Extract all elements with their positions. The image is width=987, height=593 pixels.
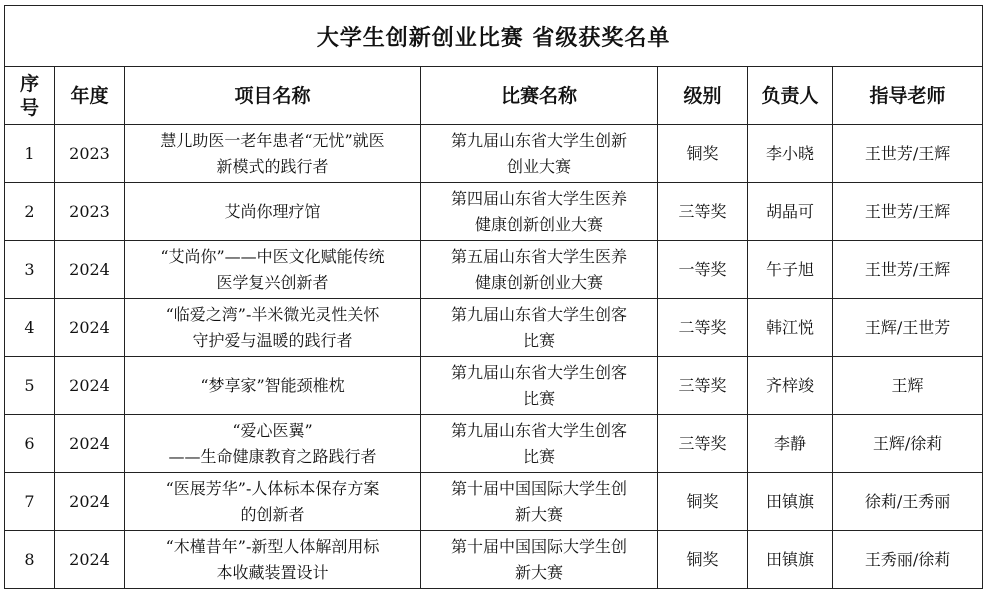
award-table	[4, 5, 983, 589]
table-row	[5, 183, 983, 241]
cell-leader: 李小晓	[748, 125, 833, 183]
cell-project	[125, 241, 421, 299]
cell-project-line: 医学复兴创新者	[216, 272, 329, 292]
cell-project-line: 本收藏装置设计	[216, 562, 329, 582]
cell-level: 三等奖	[658, 357, 748, 415]
cell-competition	[421, 473, 658, 531]
table-title: 大学生创新创业比赛 省级获奖名单	[5, 6, 983, 67]
cell-competition	[421, 415, 658, 473]
cell-project-line: “医展芳华”-人体标本保存方案	[165, 478, 380, 498]
cell-leader: 午子旭	[748, 241, 833, 299]
header-year: 年度	[55, 67, 125, 125]
cell-project	[125, 531, 421, 589]
cell-seq: 3	[5, 241, 55, 299]
cell-seq: 4	[5, 299, 55, 357]
cell-competition-line: 比赛	[522, 388, 555, 408]
cell-competition-line: 健康创新创业大赛	[474, 214, 603, 234]
cell-year: 2024	[55, 473, 125, 531]
cell-project-line: “临爱之湾”-半米微光灵性关怀	[165, 304, 380, 324]
cell-level: 三等奖	[658, 183, 748, 241]
cell-competition-line: 比赛	[522, 330, 555, 350]
table-row	[5, 415, 983, 473]
cell-project-line: “木槿昔年”-新型人体解剖用标	[165, 536, 380, 556]
cell-competition-line: 新大赛	[514, 562, 563, 582]
cell-year: 2024	[55, 299, 125, 357]
cell-project-line: “梦享家”智能颈椎枕	[200, 375, 345, 395]
cell-seq: 1	[5, 125, 55, 183]
cell-project-line: ——生命健康教育之路践行者	[168, 446, 377, 466]
table-row	[5, 357, 983, 415]
cell-project	[125, 473, 421, 531]
cell-competition-line: 第九届山东省大学生创新	[450, 130, 627, 150]
cell-leader: 田镇旗	[748, 531, 833, 589]
cell-year: 2023	[55, 183, 125, 241]
cell-project	[125, 125, 421, 183]
cell-advisor: 王秀丽/徐莉	[833, 531, 983, 589]
cell-competition	[421, 299, 658, 357]
cell-competition	[421, 531, 658, 589]
title-row	[5, 6, 983, 67]
cell-advisor: 王辉/徐莉	[833, 415, 983, 473]
cell-advisor: 王辉/王世芳	[833, 299, 983, 357]
table-row	[5, 299, 983, 357]
cell-project-line: 艾尚你理疗馆	[224, 201, 321, 221]
cell-competition-line: 第九届山东省大学生创客	[450, 304, 627, 324]
table-row	[5, 531, 983, 589]
cell-competition	[421, 183, 658, 241]
cell-project-line: 新模式的践行者	[216, 156, 329, 176]
header-seq	[5, 67, 55, 125]
cell-project	[125, 357, 421, 415]
cell-competition-line: 第十届中国国际大学生创	[450, 536, 627, 556]
cell-year: 2023	[55, 125, 125, 183]
header-project: 项目名称	[125, 67, 421, 125]
cell-seq: 8	[5, 531, 55, 589]
cell-leader: 田镇旗	[748, 473, 833, 531]
award-list-document	[4, 5, 982, 589]
header-row	[5, 67, 983, 125]
cell-competition-line: 健康创新创业大赛	[474, 272, 603, 292]
header-competition: 比赛名称	[421, 67, 658, 125]
cell-leader: 胡晶可	[748, 183, 833, 241]
cell-advisor: 王世芳/王辉	[833, 183, 983, 241]
cell-competition-line: 新大赛	[514, 504, 563, 524]
cell-level: 铜奖	[658, 531, 748, 589]
cell-project-line: 守护爱与温暖的践行者	[192, 330, 353, 350]
table-row	[5, 241, 983, 299]
cell-level: 铜奖	[658, 473, 748, 531]
cell-advisor: 王辉	[833, 357, 983, 415]
cell-level: 一等奖	[658, 241, 748, 299]
cell-competition-line: 第九届山东省大学生创客	[450, 420, 627, 440]
cell-seq: 5	[5, 357, 55, 415]
table-row	[5, 125, 983, 183]
cell-leader: 齐梓竣	[748, 357, 833, 415]
cell-competition-line: 第五届山东省大学生医养	[450, 246, 627, 266]
cell-level: 铜奖	[658, 125, 748, 183]
cell-leader: 韩江悦	[748, 299, 833, 357]
cell-advisor: 王世芳/王辉	[833, 241, 983, 299]
header-seq-line1: 序	[19, 72, 39, 95]
cell-project-line: 慧儿助医一老年患者“无忧”就医	[160, 130, 385, 150]
cell-project-line: “爱心医翼”	[232, 420, 313, 440]
cell-competition-line: 第十届中国国际大学生创	[450, 478, 627, 498]
cell-seq: 2	[5, 183, 55, 241]
header-level: 级别	[658, 67, 748, 125]
cell-project	[125, 415, 421, 473]
cell-year: 2024	[55, 357, 125, 415]
header-seq-line2: 号	[19, 96, 39, 119]
cell-seq: 7	[5, 473, 55, 531]
cell-level: 三等奖	[658, 415, 748, 473]
cell-project	[125, 183, 421, 241]
cell-competition-line: 比赛	[522, 446, 555, 466]
cell-level: 二等奖	[658, 299, 748, 357]
cell-year: 2024	[55, 531, 125, 589]
cell-leader: 李静	[748, 415, 833, 473]
cell-competition-line: 第九届山东省大学生创客	[450, 362, 627, 382]
cell-competition	[421, 241, 658, 299]
cell-advisor: 徐莉/王秀丽	[833, 473, 983, 531]
cell-year: 2024	[55, 415, 125, 473]
cell-project-line: 的创新者	[240, 504, 305, 524]
cell-advisor: 王世芳/王辉	[833, 125, 983, 183]
cell-competition	[421, 125, 658, 183]
cell-competition-line: 创业大赛	[506, 156, 571, 176]
header-leader: 负责人	[748, 67, 833, 125]
cell-year: 2024	[55, 241, 125, 299]
cell-competition-line: 第四届山东省大学生医养	[450, 188, 627, 208]
cell-project-line: “艾尚你”——中医文化赋能传统	[160, 246, 385, 266]
table-row	[5, 473, 983, 531]
header-advisor: 指导老师	[833, 67, 983, 125]
cell-seq: 6	[5, 415, 55, 473]
cell-competition	[421, 357, 658, 415]
cell-project	[125, 299, 421, 357]
